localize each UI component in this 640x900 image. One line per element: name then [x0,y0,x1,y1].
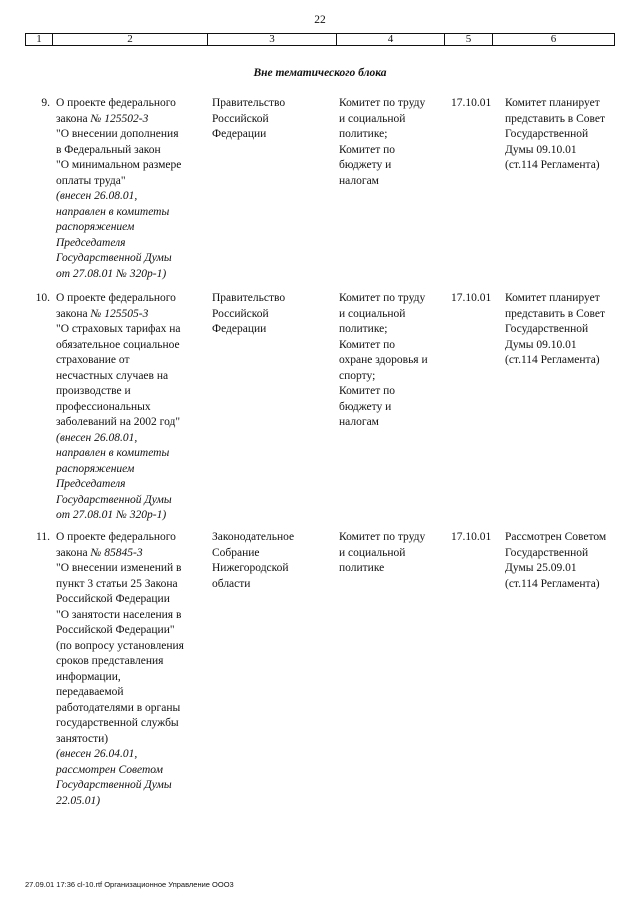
status-line: Государственной [505,546,589,559]
header-col-5: 5 [444,34,492,45]
entry-date: 17.10.01 [451,292,492,304]
title-line: в Федеральный закон [56,143,161,156]
header-col-1: 1 [36,33,42,45]
title-line: заболеваний на 2002 год" [56,416,181,428]
note-line: (внесен 26.08.01, [56,190,138,202]
author-line: области [212,577,251,590]
entry-date: 17.10.01 [451,531,492,543]
title-line: производстве и [56,385,131,397]
status-line: Рассмотрен Советом [505,531,607,543]
entry-committee [339,291,449,431]
header-col-6: 6 [492,34,614,45]
note-line: (внесен 26.08.01, [56,431,138,444]
page-footer: 27.09.01 17:36 cl-10.rtf Организационное Управление ООО3 [25,880,234,889]
title-line: "О занятости населения в [56,608,182,621]
title-line: обязательное социальное [56,338,180,351]
committee-line: Комитет по [339,338,395,351]
title-line: "О внесении дополнения [56,128,179,140]
title-line: информации, [56,670,121,683]
author-line: Нижегородской [212,562,289,574]
committee-line: и социальной [339,307,406,320]
note-line: распоряжением [56,462,135,475]
title-line: закона № 125505-3 [56,307,149,320]
status-line: Комитет планирует [505,292,600,304]
author-line: Российской [212,112,269,125]
note-line: рассмотрен Советом [56,763,163,776]
title-line: работодателями в органы [56,701,181,714]
title-line: оплаты труда" [56,174,126,187]
status-line: Думы 25.09.01 [505,562,577,574]
status-line: представить в Совет [505,112,606,125]
title-line: несчастных случаев на [56,369,169,382]
entry-committee [339,530,449,577]
title-line: страхование от [56,354,130,366]
header-col-2: 2 [52,34,207,45]
table-header-row [25,33,615,46]
committee-line: бюджету и [339,159,392,171]
committee-line: Комитет по труду [339,97,426,109]
header-col-4: 4 [336,34,444,45]
page-number: 22 [314,14,326,26]
author-line: Федерации [212,323,267,335]
title-line: (по вопросу установления [56,639,184,652]
committee-line: бюджету и [339,400,392,413]
status-line: (ст.114 Регламента) [505,159,600,171]
entry-author [212,96,330,143]
title-line: О проекте федерального [56,97,176,109]
author-line: Собрание [212,546,260,559]
title-line: передаваемой [56,686,124,698]
title-line: Российской Федерации [56,593,170,605]
status-line: Государственной [505,128,589,140]
author-line: Федерации [212,128,267,140]
committee-line: Комитет по труду [339,292,426,304]
entry-title [56,96,204,282]
committee-line: налогам [339,416,379,428]
committee-line: политике; [339,323,388,335]
entry-status [505,291,620,369]
author-line: Законодательное [212,531,295,543]
status-line: Думы 09.10.01 [505,143,577,156]
note-line: Государственной Думы [56,493,172,506]
entry-date: 17.10.01 [451,97,492,109]
note-line: от 27.08.01 № 320р-1) [56,267,167,280]
header-col-3: 3 [207,34,336,45]
title-line: "О внесении изменений в [56,562,182,574]
note-line: 22.05.01) [56,794,101,807]
author-line: Российской [212,307,269,320]
title-line: сроков представления [56,655,164,667]
author-line: Правительство [212,292,286,304]
entry-committee [339,96,449,189]
note-line: Государственной Думы [56,779,172,791]
title-line: пункт 3 статьи 25 Закона [56,577,178,590]
note-line: направлен в комитеты [56,447,170,459]
entry-status [505,96,620,174]
title-line: О проекте федерального [56,531,176,543]
title-line: закона № 85845-3 [56,546,143,559]
bill-number: № 125505-3 [90,307,149,320]
committee-line: и социальной [339,546,406,559]
note-line: Председателя [56,236,126,249]
section-title: Вне тематического блока [253,67,387,79]
status-line: представить в Совет [505,307,606,320]
entry-author [212,530,330,592]
committee-line: налогам [339,174,379,187]
title-line: "О страховых тарифах на [56,323,181,335]
committee-line: Комитет по [339,143,395,156]
committee-line: Комитет по [339,385,395,397]
committee-line: и социальной [339,112,406,125]
bill-number: № 125502-3 [90,112,149,125]
status-line: Думы 09.10.01 [505,338,577,351]
title-line: занятости) [56,732,109,745]
title-line: О проекте федерального [56,292,176,304]
note-line: направлен в комитеты [56,205,170,218]
committee-line: Комитет по труду [339,531,426,543]
entry-number: 9. [41,97,50,109]
title-line: Российской Федерации" [56,624,175,636]
note-line: от 27.08.01 № 320р-1) [56,509,167,521]
committee-line: спорту; [339,369,376,382]
title-line: профессиональных [56,400,151,413]
entry-number: 11. [36,531,50,543]
committee-line: политике [339,562,385,574]
committee-line: политике; [339,128,388,140]
committee-line: охране здоровья и [339,354,428,366]
note-line: распоряжением [56,221,135,233]
entry-title [56,291,204,524]
status-line: (ст.114 Регламента) [505,577,600,590]
status-line: Комитет планирует [505,97,600,109]
status-line: (ст.114 Регламента) [505,354,600,366]
title-line: закона № 125502-3 [56,112,149,125]
bill-number: № 85845-3 [90,546,143,559]
entry-status [505,530,620,592]
note-line: (внесен 26.04.01, [56,748,138,760]
title-line: "О минимальном размере [56,159,182,171]
entry-number: 10. [35,292,50,304]
entry-author [212,291,330,338]
note-line: Государственной Думы [56,252,172,264]
title-line: государственной службы [56,717,179,729]
note-line: Председателя [56,478,126,490]
status-line: Государственной [505,323,589,335]
entry-title [56,530,204,809]
author-line: Правительство [212,97,286,109]
